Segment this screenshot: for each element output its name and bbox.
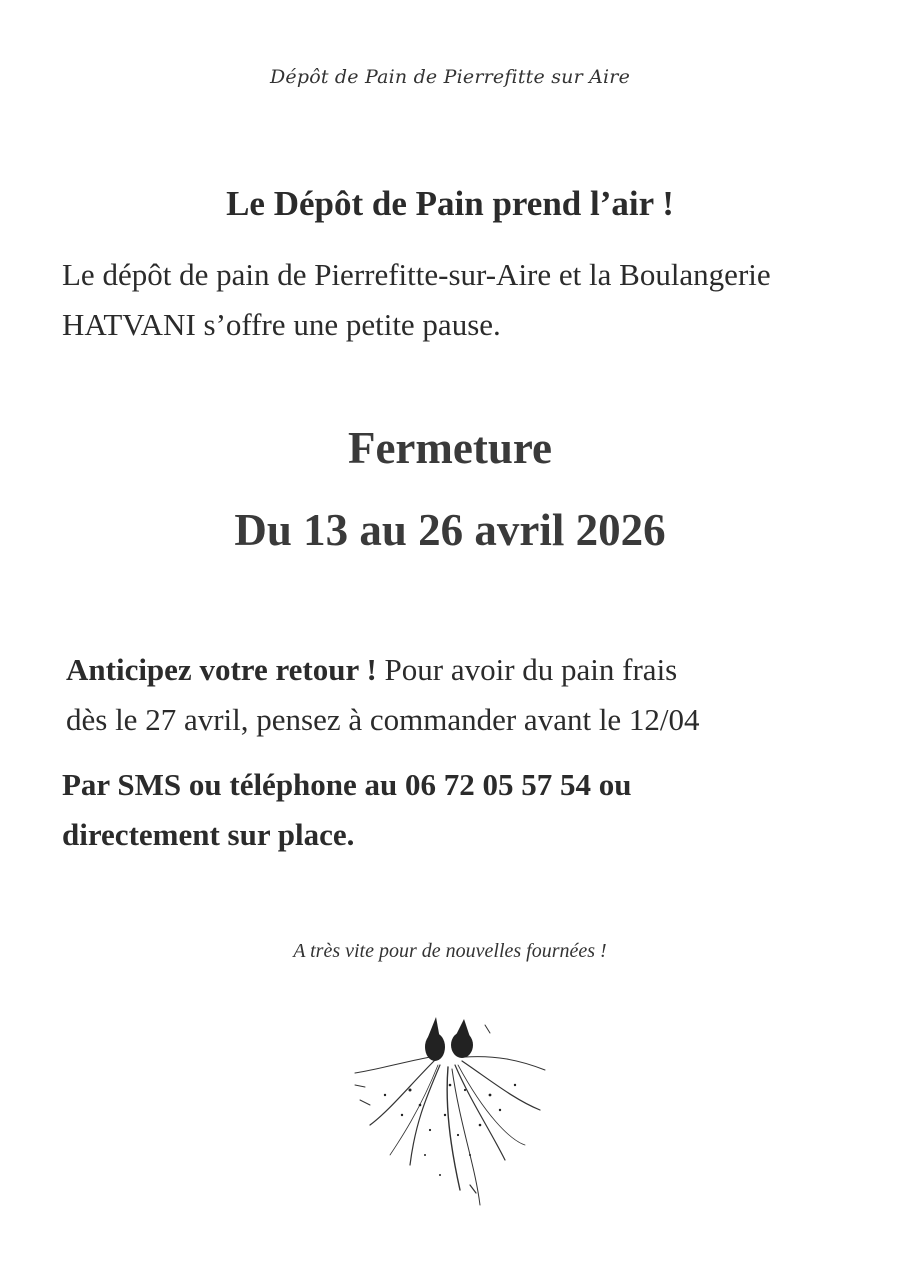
anticipate-emphasis: Anticipez votre retour ! bbox=[66, 652, 377, 687]
contact-paragraph bbox=[62, 760, 862, 860]
farewell-text: A très vite pour de nouvelles fournées ! bbox=[293, 940, 607, 962]
anticipate-paragraph bbox=[66, 645, 866, 745]
headline: Le Dépôt de Pain prend l’air ! bbox=[226, 184, 674, 223]
flower-illustration bbox=[340, 1015, 570, 1215]
closure-title: Fermeture bbox=[347, 423, 553, 473]
contact-line-2: directement sur place. bbox=[62, 817, 355, 852]
intro-line-1: Le dépôt de pain de Pierrefitte-sur-Aire et la Boulangerie bbox=[62, 257, 771, 292]
contact-line-1: Par SMS ou téléphone au 06 72 05 57 54 ou bbox=[62, 767, 632, 802]
intro-paragraph bbox=[62, 250, 862, 350]
header-script-title: Dépôt de Pain de Pierrefitte sur Aire bbox=[269, 66, 631, 88]
anticipate-line-2: dès le 27 avril, pensez à commander avant le 12/04 bbox=[66, 702, 700, 737]
intro-line-2: HATVANI s’offre une petite pause. bbox=[62, 307, 501, 342]
anticipate-line-1-rest: Pour avoir du pain frais bbox=[376, 652, 678, 687]
anticipate-line-1 bbox=[66, 645, 866, 695]
closure-dates: Du 13 au 26 avril 2026 bbox=[234, 505, 666, 555]
